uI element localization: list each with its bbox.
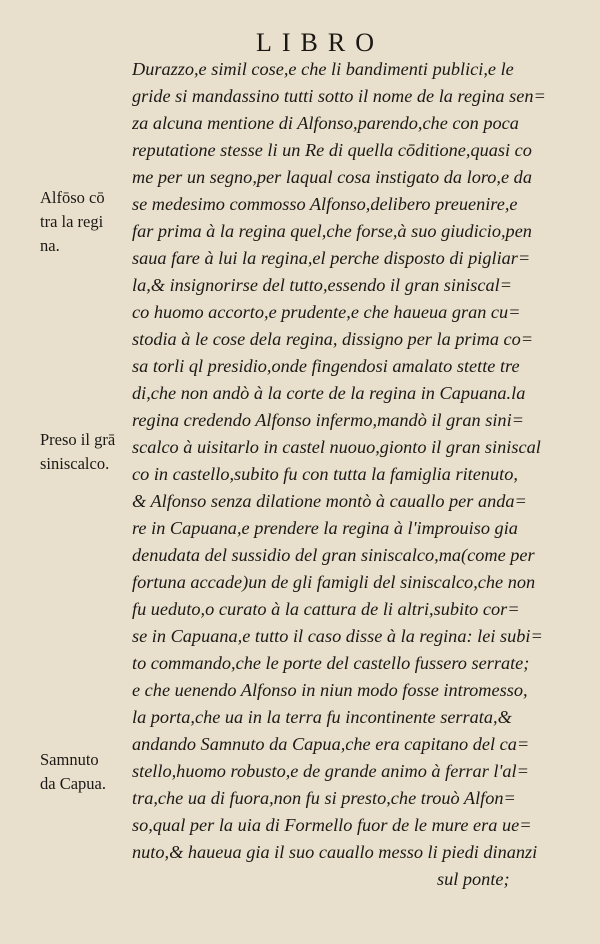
text-line: se medesimo commosso Alfonso,delibero preuenire,e bbox=[132, 194, 518, 214]
running-head: LIBRO bbox=[256, 28, 384, 57]
text-line: co in castello,subito fu con tutta la famiglia ritenuto, bbox=[132, 464, 518, 484]
margin-note-line: Preso il grā bbox=[40, 430, 116, 449]
margin-note-alfonso bbox=[40, 186, 132, 258]
text-line: di,che non andò à la corte de la regina in Capuana.la bbox=[132, 383, 526, 403]
text-line: to commando,che le porte del castello fussero serrate; bbox=[132, 653, 530, 673]
text-line: Durazzo,e simil cose,e che li bandimenti publici,e le bbox=[132, 59, 514, 79]
body-text bbox=[132, 56, 572, 893]
margin-note-line: da Capua. bbox=[40, 774, 106, 793]
text-line: se in Capuana,e tutto il caso disse à la regina: lei subi= bbox=[132, 626, 543, 646]
text-line: regina credendo Alfonso infermo,mandò il gran sini= bbox=[132, 410, 524, 430]
margin-note-line: tra la regi bbox=[40, 212, 104, 231]
text-line: reputatione stesse li un Re di quella cōditione,quasi co bbox=[132, 140, 532, 160]
text-line: co huomo accorto,e prudente,e che haueua gran cu= bbox=[132, 302, 521, 322]
text-line: denudata del sussidio del gran siniscalco,ma(come per bbox=[132, 545, 535, 565]
text-line: saua fare à lui la regina,el perche disposto di pigliar= bbox=[132, 248, 531, 268]
text-line: & Alfonso senza dilatione montò à cauallo per anda= bbox=[132, 491, 527, 511]
text-line: scalco à uisitarlo in castel nuouo,gionto il gran siniscal bbox=[132, 437, 541, 457]
margin-note-line: na. bbox=[40, 236, 60, 255]
text-line: me per un segno,per laqual cosa instigato da loro,e da bbox=[132, 167, 532, 187]
margin-note-siniscalco bbox=[40, 428, 132, 476]
text-line: fu ueduto,o curato à la cattura de li altri,subito cor= bbox=[132, 599, 520, 619]
text-line: gride si mandassino tutti sotto il nome de la regina sen= bbox=[132, 86, 546, 106]
text-line: re in Capuana,e prendere la regina à l'improuiso gia bbox=[132, 518, 518, 538]
text-line: far prima à la regina quel,che forse,à suo giudicio,pen bbox=[132, 221, 532, 241]
text-line: stello,huomo robusto,e de grande animo à ferrar l'al= bbox=[132, 761, 529, 781]
text-line: so,qual per la uia di Formello fuor de le mure era ue= bbox=[132, 815, 532, 835]
text-line: la,& insignorirse del tutto,essendo il gran siniscal= bbox=[132, 275, 512, 295]
text-line: nuto,& haueua gia il suo cauallo messo li piedi dinanzi bbox=[132, 842, 538, 862]
text-line: la porta,che ua in la terra fu incontinente serrata,& bbox=[132, 707, 512, 727]
text-line: andando Samnuto da Capua,che era capitano del ca= bbox=[132, 734, 530, 754]
margin-note-line: Alfōso cō bbox=[40, 188, 105, 207]
text-line: fortuna accade)un de gli famigli del siniscalco,che non bbox=[132, 572, 536, 592]
text-line: tra,che ua di fuora,non fu si presto,che trouò Alfon= bbox=[132, 788, 516, 808]
margin-note-line: siniscalco. bbox=[40, 454, 110, 473]
text-line: sa torli ql presidio,onde fingendosi amalato stette tre bbox=[132, 356, 520, 376]
margin-note-samnuto bbox=[40, 748, 132, 796]
text-line: za alcuna mentione di Alfonso,parendo,che con poca bbox=[132, 113, 519, 133]
text-line-final: sul ponte; bbox=[437, 869, 510, 889]
margin-note-line: Samnuto bbox=[40, 750, 99, 769]
text-line: stodia à le cose dela regina, dissigno per la prima co= bbox=[132, 329, 534, 349]
text-line: e che uenendo Alfonso in niun modo fosse intromesso, bbox=[132, 680, 528, 700]
